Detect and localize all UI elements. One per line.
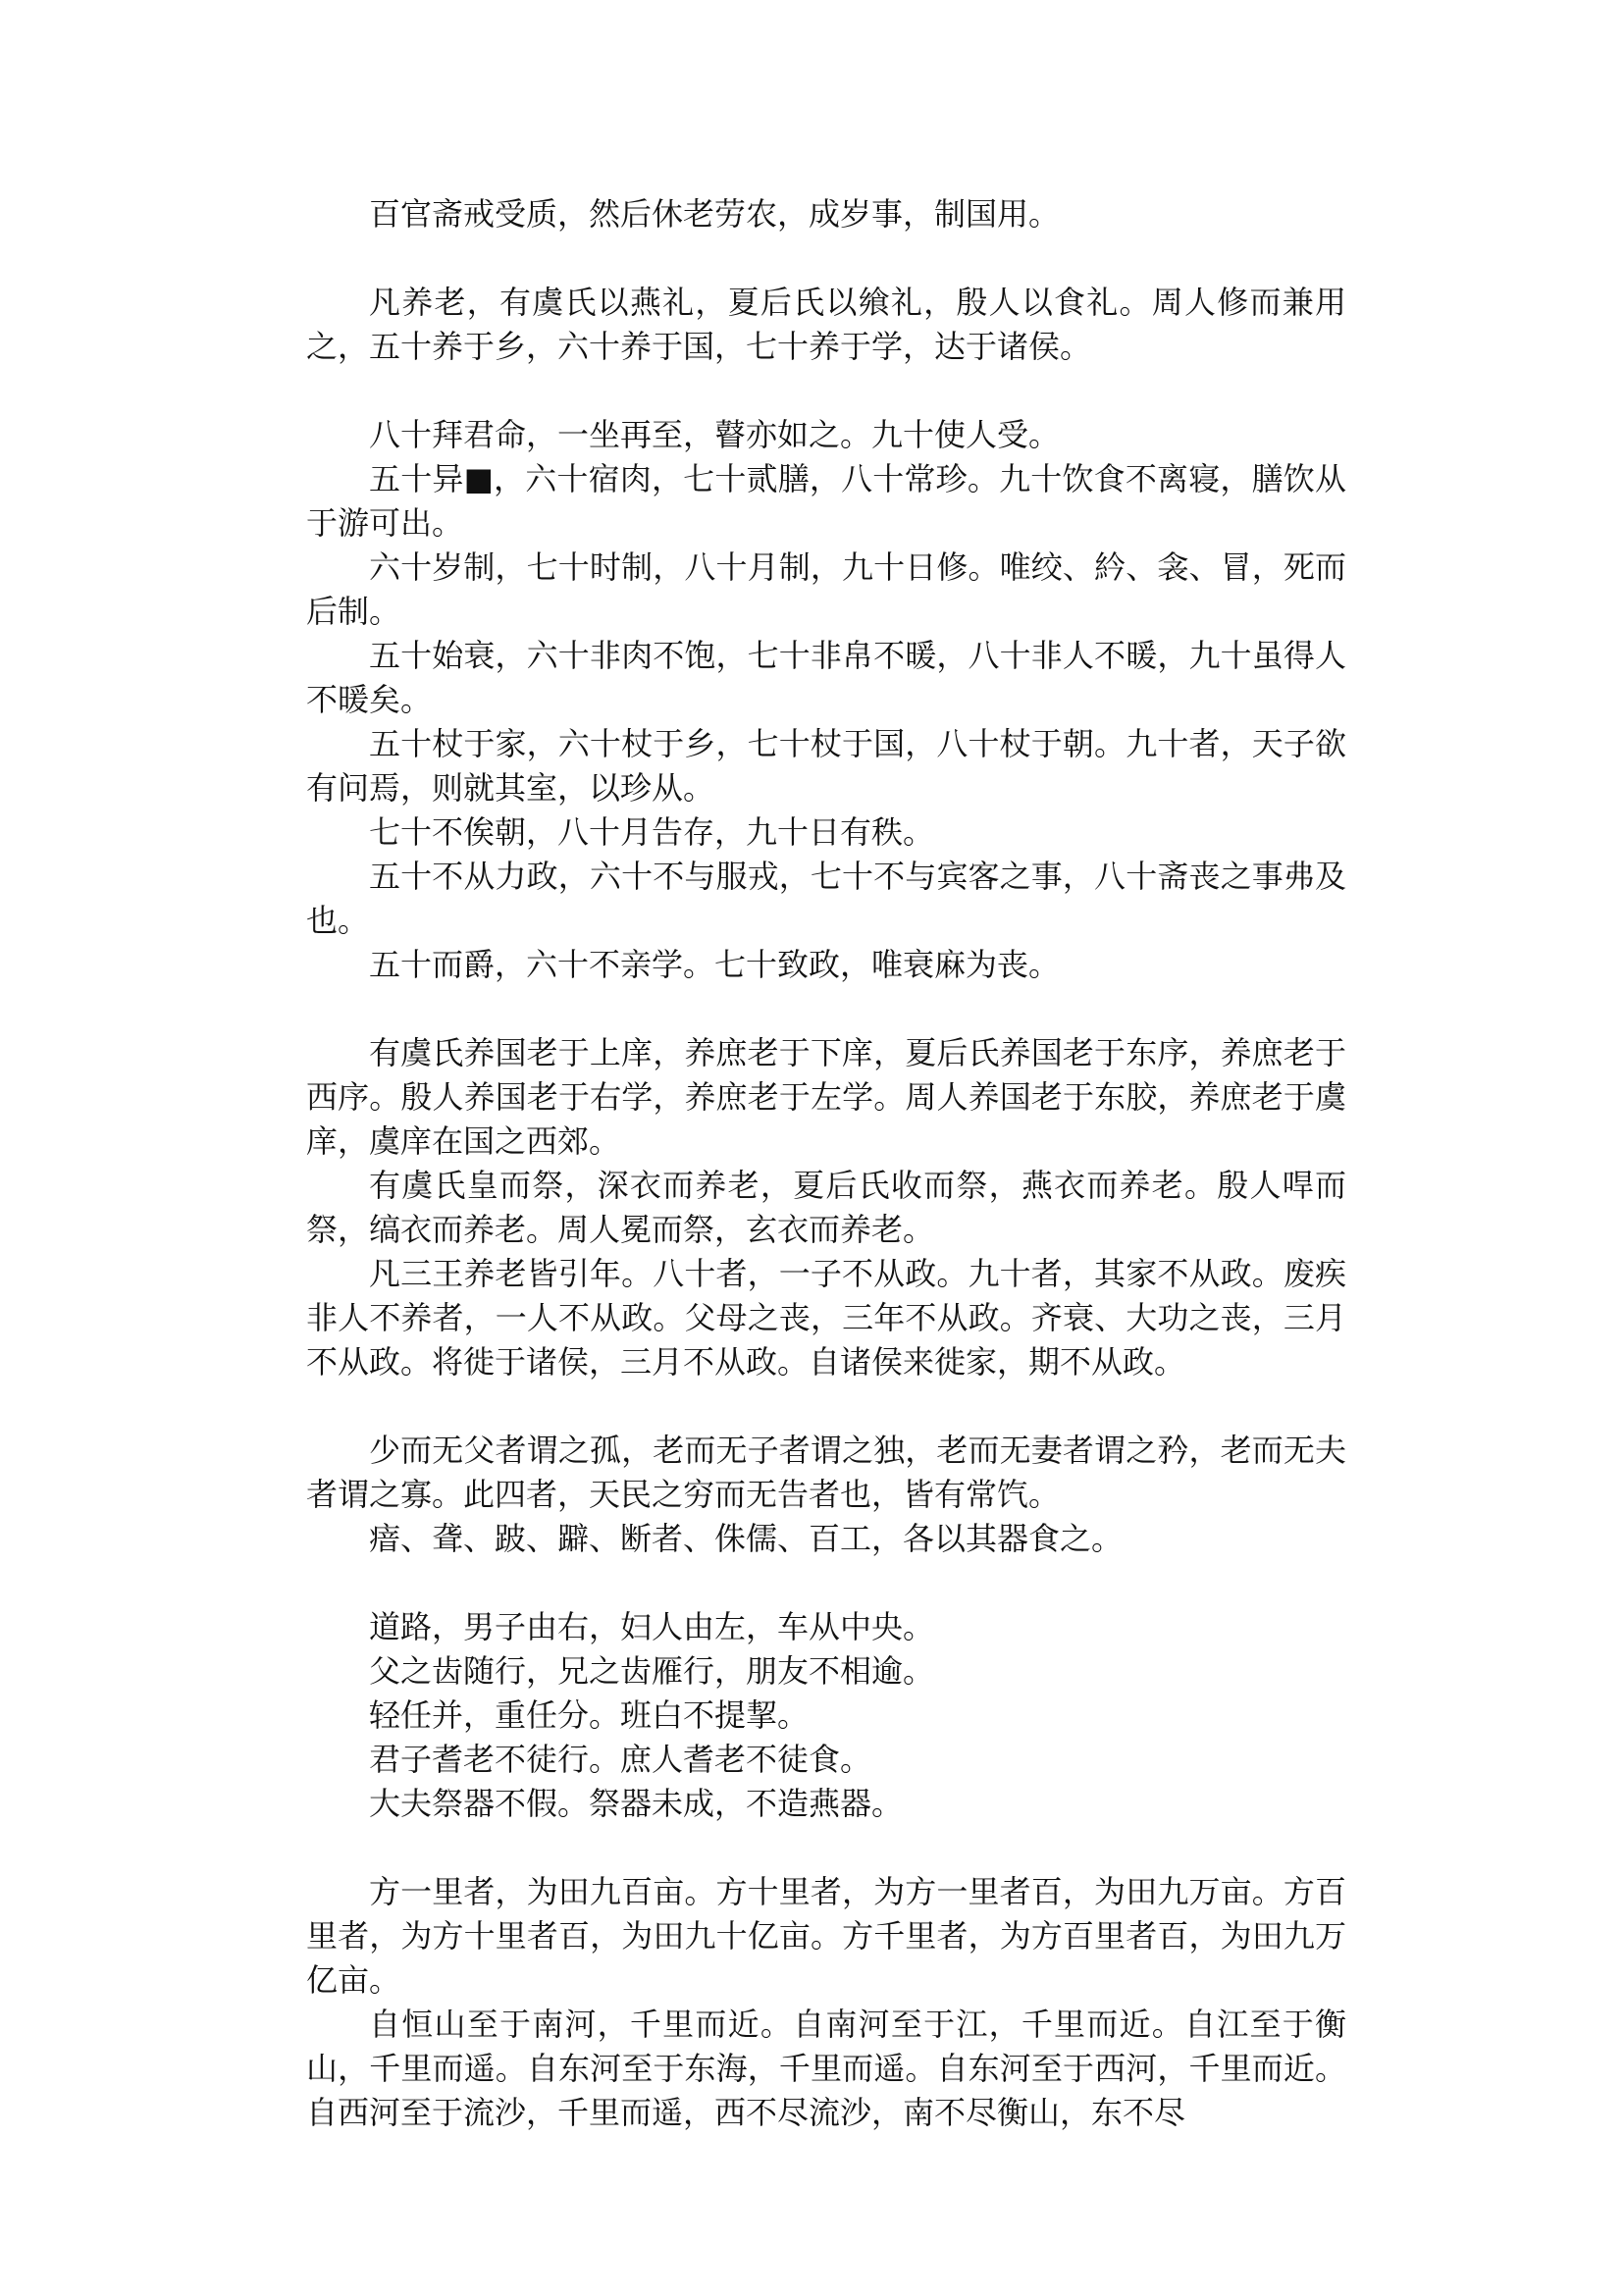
paragraph-gap [306, 1384, 1346, 1429]
paragraph-gap [306, 369, 1346, 413]
paragraph: 八十拜君命，一坐再至，瞽亦如之。九十使人受。 [369, 416, 1061, 453]
paragraph: 有虞氏皇而祭，深衣而养老，夏后氏收而祭，燕衣而养老。殷人哻而祭，缟衣而养老。周人冕而祭，玄衣而养老。 [306, 1167, 1346, 1248]
paragraph: 道路，男子由右，妇人由左，车从中央。 [369, 1608, 935, 1645]
paragraph: 百官斋戒受质，然后休老劳农，成岁事，制国用。 [369, 195, 1061, 233]
paragraph: 方一里者，为田九百亩。方十里者，为方一里者百，为田九万亩。方百里者，为方十里者百，为田九十亿亩。方千里者，为方百里者百，为田九万亿亩。 [306, 1873, 1346, 1999]
paragraph: 凡养老，有虞氏以燕礼，夏后氏以飨礼，殷人以食礼。周人修而兼用之，五十养于乡，六十养于国，七十养于学，达于诸侯。 [306, 284, 1346, 365]
paragraph: 自恒山至于南河，千里而近。自南河至于江，千里而近。自江至于衡山，千里而遥。自东河至于东海，千里而遥。自东河至于西河，千里而近。自西河至于流沙，千里而遥，西不尽流沙，南不尽衡山，东不尽 [306, 2006, 1346, 2131]
paragraph: 五十不从力政，六十不与服戎，七十不与宾客之事，八十斋丧之事弗及也。 [306, 858, 1346, 939]
paragraph: 有虞氏养国老于上庠，养庶老于下庠，夏后氏养国老于东序，养庶老于西序。殷人养国老于右学，养庶老于左学。周人养国老于东胶，养庶老于虞庠，虞庠在国之西郊。 [306, 1034, 1346, 1160]
paragraph: 瘖、聋、跛、躃、断者、侏儒、百工，各以其器食之。 [369, 1520, 1124, 1557]
paragraph-gap [306, 1561, 1346, 1605]
body-text [306, 192, 1346, 2135]
paragraph: 五十异■，六十宿肉，七十贰膳，八十常珍。九十饮食不离寝，膳饮从于游可出。 [306, 460, 1346, 542]
paragraph: 父之齿随行，兄之齿雁行，朋友不相逾。 [369, 1652, 935, 1690]
paragraph: 凡三王养老皆引年。八十者，一子不从政。九十者，其家不从政。废疾非人不养者，一人不从政。父母之丧，三年不从政。齐衰、大功之丧，三月不从政。将徙于诸侯，三月不从政。自诸侯来徙家，期不从政。 [306, 1255, 1346, 1381]
paragraph-gap [306, 1826, 1346, 1870]
paragraph: 五十始衰，六十非肉不饱，七十非帛不暖，八十非人不暖，九十虽得人不暖矣。 [306, 637, 1346, 718]
paragraph: 轻任并，重任分。班白不提挈。 [369, 1696, 810, 1734]
paragraph: 大夫祭器不假。祭器未成，不造燕器。 [369, 1785, 904, 1822]
paragraph-gap [306, 987, 1346, 1031]
paragraph: 五十杖于家，六十杖于乡，七十杖于国，八十杖于朝。九十者，天子欲有问焉，则就其室，以珍从。 [306, 725, 1346, 807]
paragraph: 君子耆老不徒行。庶人耆老不徒食。 [369, 1741, 872, 1778]
paragraph: 五十而爵，六十不亲学。七十致政，唯衰麻为丧。 [369, 946, 1061, 983]
paragraph: 少而无父者谓之孤，老而无子者谓之独，老而无妻者谓之矜，老而无夫者谓之寡。此四者，天民之穷而无告者也，皆有常饩。 [306, 1432, 1346, 1513]
paragraph: 七十不俟朝，八十月告存，九十日有秩。 [369, 813, 935, 851]
paragraph: 六十岁制，七十时制，八十月制，九十日修。唯绞、紟、衾、冒，死而后制。 [306, 548, 1346, 630]
paragraph-gap [306, 236, 1346, 281]
